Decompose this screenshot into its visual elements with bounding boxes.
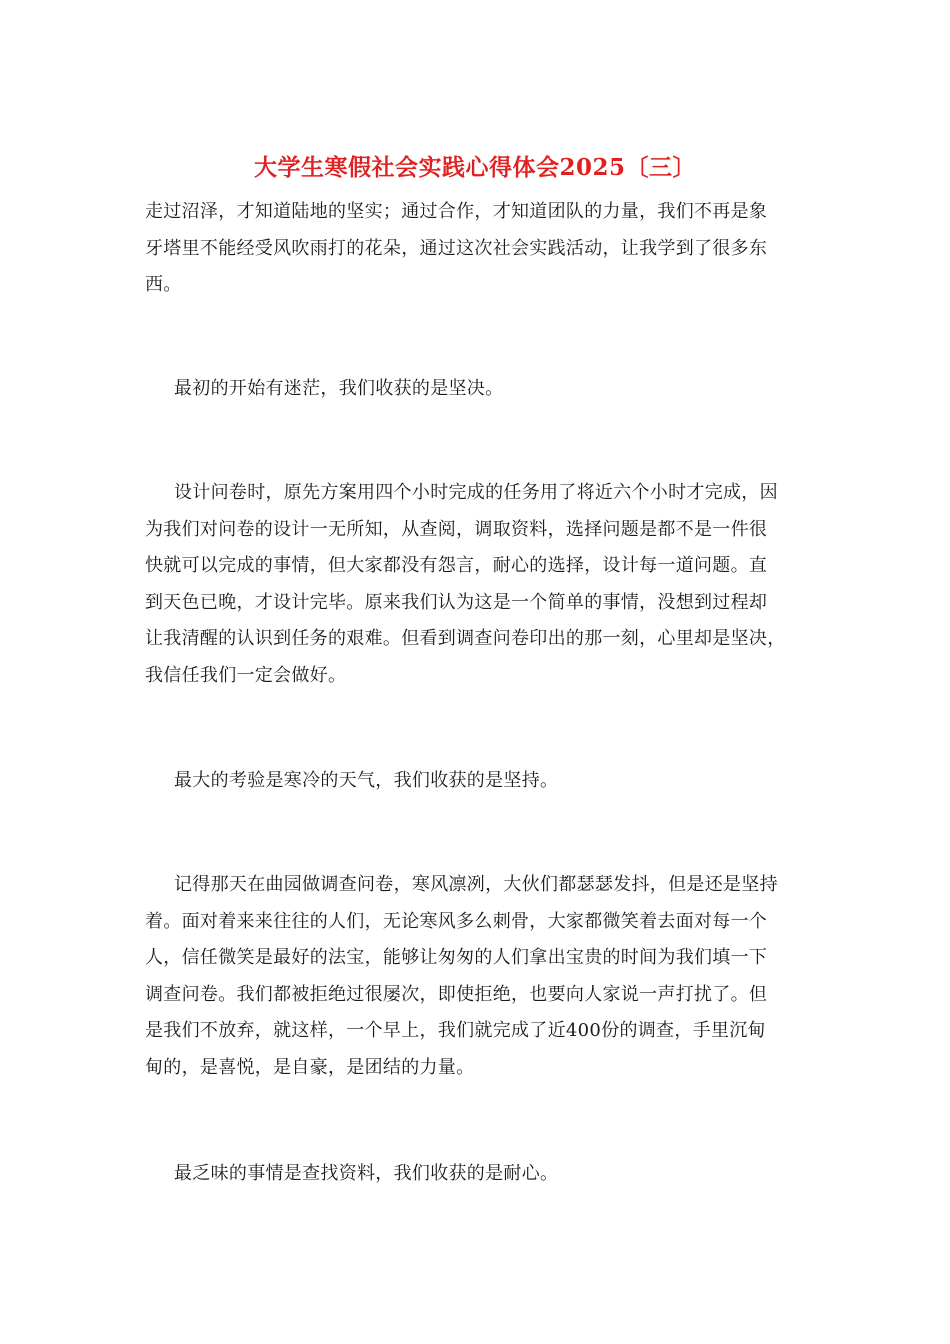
text-line: 最乏味的事情是查找资料，我们收获的是耐心。 <box>174 1163 559 1184</box>
text-line: 着。面对着来来往往的人们，无论寒风多么刺骨，大家都微笑着去面对每一个 <box>145 910 768 932</box>
text-line: 到天色已晚，才设计完毕。原来我们认为这是一个简单的事情，没想到过程却 <box>145 591 768 613</box>
text-line: 快就可以完成的事情，但大家都没有怨言，耐心的选择，设计每一道问题。直 <box>145 555 768 577</box>
text-line: 为我们对问卷的设计一无所知，从查阅，调取资料，选择问题是都不是一件很 <box>145 518 768 540</box>
text-line: 设计问卷时，原先方案用四个小时完成的任务用了将近六个小时才完成，因 <box>174 482 778 503</box>
text-line: 甸的，是喜悦，是自豪，是团结的力量。 <box>145 1056 475 1078</box>
text-line: 西。 <box>145 274 182 296</box>
paragraph-body-2 <box>145 867 807 1087</box>
text-line: 是我们不放弃，就这样，一个早上，我们就完成了近400份的调查，手里沉甸 <box>145 1020 766 1042</box>
text-line: 最初的开始有迷茫，我们收获的是坚决。 <box>174 378 504 399</box>
document-title: 大学生寒假社会实践心得体会2025〔三〕 <box>253 154 696 181</box>
paragraph-heading-2 <box>145 763 807 800</box>
text-line: 我信任我们一定会做好。 <box>145 664 347 686</box>
paragraph-body-1 <box>145 475 807 695</box>
text-line: 记得那天在曲园做调查问卷，寒风凛冽，大伙们都瑟瑟发抖，但是还是坚持 <box>174 874 778 895</box>
paragraph-heading-1 <box>145 371 807 408</box>
text-line: 牙塔里不能经受风吹雨打的花朵，通过这次社会实践活动，让我学到了很多东 <box>145 237 768 259</box>
text-line: 调查问卷。我们都被拒绝过很屡次，即使拒绝，也要向人家说一声打扰了。但 <box>145 983 768 1005</box>
text-line: 最大的考验是寒冷的天气，我们收获的是坚持。 <box>174 770 559 791</box>
paragraph-intro <box>145 194 807 304</box>
text-line: 让我清醒的认识到任务的艰难。但看到调查问卷印出的那一刻，心里却是坚决， <box>145 628 786 650</box>
paragraph-heading-3 <box>145 1156 807 1193</box>
text-line: 走过沼泽，才知道陆地的坚实；通过合作，才知道团队的力量，我们不再是象 <box>145 201 768 222</box>
text-line: 人，信任微笑是最好的法宝，能够让匆匆的人们拿出宝贵的时间为我们填一下 <box>145 947 768 969</box>
